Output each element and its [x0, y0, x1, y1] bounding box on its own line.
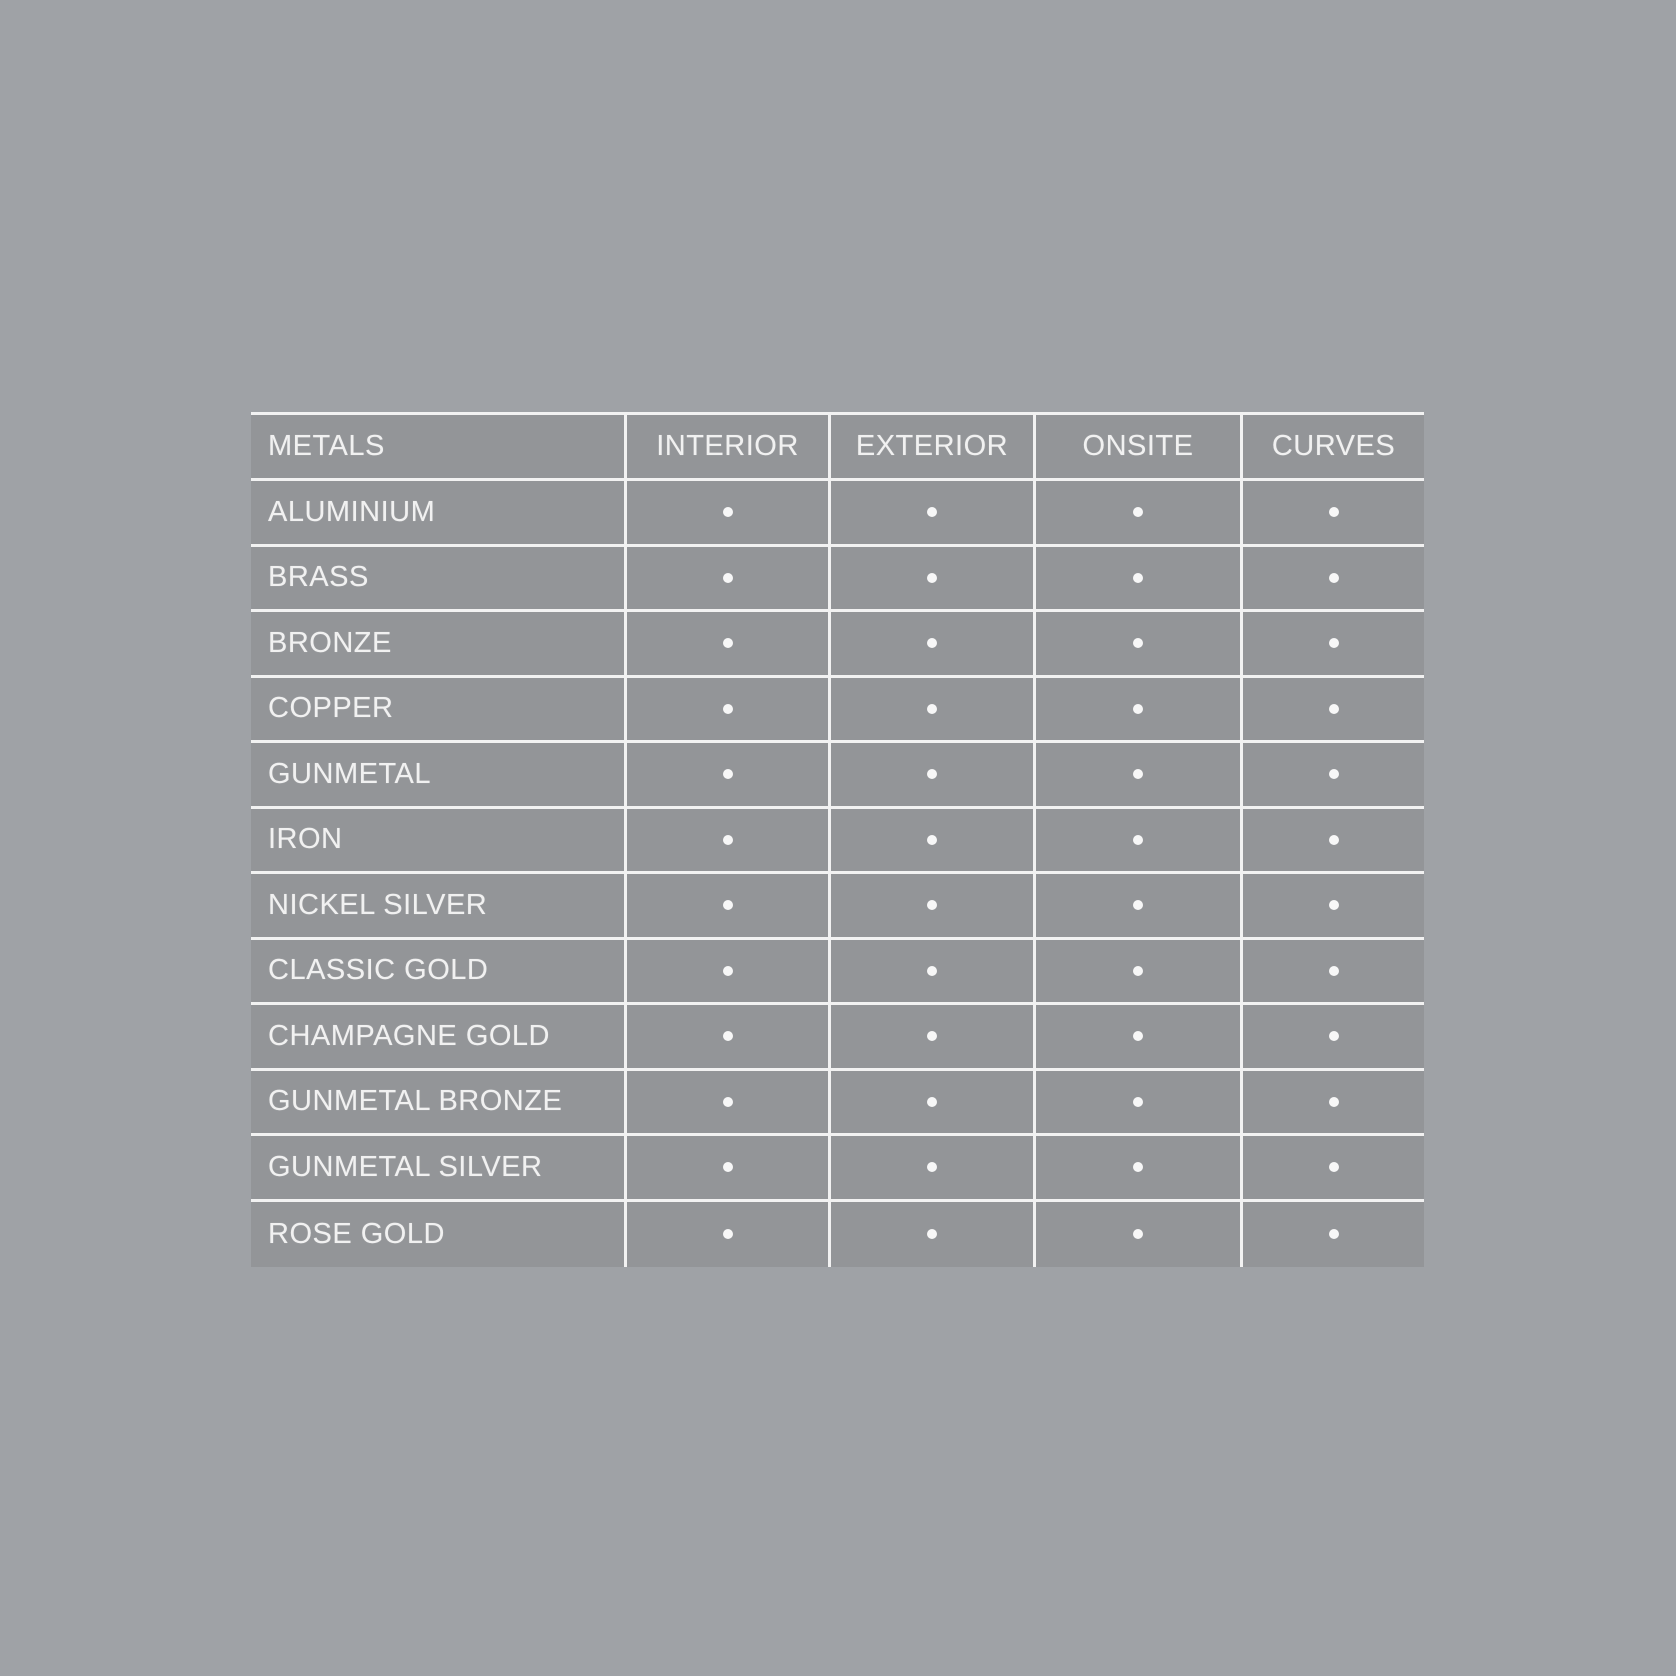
table-cell: [1036, 940, 1243, 1006]
availability-dot: [927, 704, 937, 714]
availability-dot: [1329, 769, 1339, 779]
availability-dot: [927, 835, 937, 845]
row-label: GUNMETAL SILVER: [251, 1136, 627, 1202]
availability-dot: [1133, 704, 1143, 714]
availability-dot: [723, 573, 733, 583]
table-cell: [1243, 1071, 1424, 1137]
availability-dot: [1133, 573, 1143, 583]
table-cell: [1243, 1136, 1424, 1202]
availability-dot: [1329, 1097, 1339, 1107]
availability-dot: [1329, 573, 1339, 583]
availability-dot: [1133, 900, 1143, 910]
table-cell: [1036, 481, 1243, 547]
table-cell: [1036, 874, 1243, 940]
row-label: ALUMINIUM: [251, 481, 627, 547]
availability-dot: [1329, 900, 1339, 910]
table-cell: [1243, 809, 1424, 875]
table-cell: [831, 1202, 1036, 1268]
row-label: GUNMETAL BRONZE: [251, 1071, 627, 1137]
table-cell: [627, 481, 831, 547]
availability-dot: [1133, 1229, 1143, 1239]
column-header-onsite: ONSITE: [1036, 415, 1243, 481]
row-label: GUNMETAL: [251, 743, 627, 809]
table-cell: [627, 874, 831, 940]
table-cell: [627, 1136, 831, 1202]
table-cell: [1036, 547, 1243, 613]
table-cell: [1243, 940, 1424, 1006]
table-cell: [1036, 1071, 1243, 1137]
availability-dot: [723, 835, 733, 845]
table-cell: [831, 874, 1036, 940]
table-cell: [627, 1005, 831, 1071]
availability-dot: [1133, 835, 1143, 845]
table-cell: [1036, 1202, 1243, 1268]
availability-dot: [927, 1031, 937, 1041]
availability-dot: [1133, 769, 1143, 779]
table-cell: [831, 1136, 1036, 1202]
table-cell: [627, 940, 831, 1006]
availability-dot: [1329, 704, 1339, 714]
availability-dot: [1133, 966, 1143, 976]
table-cell: [627, 1202, 831, 1268]
column-header-metals: METALS: [251, 415, 627, 481]
availability-dot: [1329, 1229, 1339, 1239]
table-cell: [1036, 678, 1243, 744]
availability-dot: [1329, 507, 1339, 517]
availability-dot: [927, 573, 937, 583]
table-cell: [1036, 1005, 1243, 1071]
table-cell: [1243, 874, 1424, 940]
row-label: NICKEL SILVER: [251, 874, 627, 940]
table-cell: [831, 678, 1036, 744]
table-cell: [831, 481, 1036, 547]
table-cell: [1036, 1136, 1243, 1202]
table-cell: [1243, 481, 1424, 547]
availability-dot: [1329, 1162, 1339, 1172]
row-label: CLASSIC GOLD: [251, 940, 627, 1006]
row-label: CHAMPAGNE GOLD: [251, 1005, 627, 1071]
table-cell: [1036, 809, 1243, 875]
availability-dot: [723, 900, 733, 910]
table-cell: [831, 940, 1036, 1006]
availability-dot: [723, 638, 733, 648]
availability-dot: [1133, 1162, 1143, 1172]
availability-dot: [723, 1031, 733, 1041]
table-cell: [627, 1071, 831, 1137]
row-label: IRON: [251, 809, 627, 875]
availability-dot: [927, 966, 937, 976]
availability-dot: [927, 1229, 937, 1239]
availability-dot: [1329, 966, 1339, 976]
row-label: BRASS: [251, 547, 627, 613]
table-cell: [627, 547, 831, 613]
table-cell: [627, 612, 831, 678]
table-cell: [1036, 743, 1243, 809]
table-cell: [627, 678, 831, 744]
availability-dot: [927, 1162, 937, 1172]
table-cell: [627, 743, 831, 809]
table-cell: [1036, 612, 1243, 678]
column-header-interior: INTERIOR: [627, 415, 831, 481]
availability-dot: [927, 769, 937, 779]
availability-dot: [1329, 835, 1339, 845]
availability-dot: [723, 1097, 733, 1107]
table-cell: [831, 1005, 1036, 1071]
metals-finish-table: [251, 412, 1424, 1267]
table-cell: [831, 612, 1036, 678]
table-cell: [1243, 1202, 1424, 1268]
row-label: ROSE GOLD: [251, 1202, 627, 1268]
availability-dot: [927, 900, 937, 910]
table-cell: [1243, 612, 1424, 678]
availability-dot: [1133, 1031, 1143, 1041]
table-cell: [831, 1071, 1036, 1137]
availability-dot: [1133, 638, 1143, 648]
table-cell: [831, 547, 1036, 613]
table-cell: [627, 809, 831, 875]
table-cell: [1243, 1005, 1424, 1071]
availability-dot: [723, 769, 733, 779]
availability-dot: [723, 507, 733, 517]
column-header-curves: CURVES: [1243, 415, 1424, 481]
availability-dot: [1133, 507, 1143, 517]
table-cell: [831, 743, 1036, 809]
availability-dot: [723, 704, 733, 714]
availability-dot: [723, 1162, 733, 1172]
availability-dot: [1329, 1031, 1339, 1041]
table-cell: [1243, 678, 1424, 744]
availability-dot: [723, 1229, 733, 1239]
row-label: BRONZE: [251, 612, 627, 678]
column-header-exterior: EXTERIOR: [831, 415, 1036, 481]
availability-dot: [927, 638, 937, 648]
table-cell: [831, 809, 1036, 875]
table-cell: [1243, 547, 1424, 613]
availability-dot: [1329, 638, 1339, 648]
availability-dot: [927, 1097, 937, 1107]
availability-dot: [1133, 1097, 1143, 1107]
availability-dot: [723, 966, 733, 976]
availability-dot: [927, 507, 937, 517]
row-label: COPPER: [251, 678, 627, 744]
table-cell: [1243, 743, 1424, 809]
